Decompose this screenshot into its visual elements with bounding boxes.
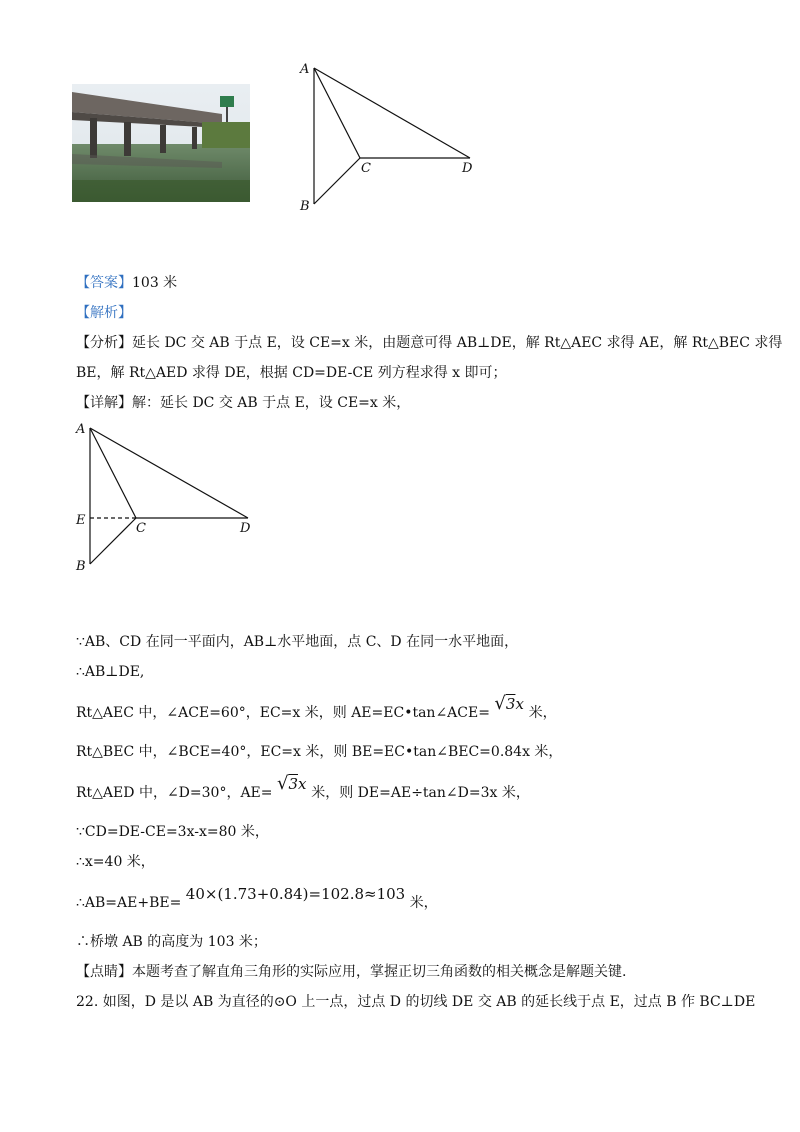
segment-ad xyxy=(90,428,248,518)
step-7: ∴x=40 米， xyxy=(76,854,155,870)
question-22: 22. 如图，D 是以 AB 为直径的⊙O 上一点，过点 D 的切线 DE 交 AB 的延长线于点 E，过点 B 作 BC⊥DE xyxy=(76,994,756,1010)
sqrt-3x-formula: √3x xyxy=(494,693,524,714)
sqrt-radicand: 3 xyxy=(505,695,516,713)
label-d: D xyxy=(462,161,473,176)
step-6: ∵CD=DE-CE=3x-x=80 米， xyxy=(76,824,269,840)
label-a: A xyxy=(300,62,310,77)
segment-bc xyxy=(314,158,360,204)
fenxi-line-1 xyxy=(76,333,782,353)
step-3 xyxy=(76,693,557,723)
xiangjie-line xyxy=(76,393,410,413)
step-3-text: Rt△AEC 中，∠ACE=60°，EC=x 米，则 AE=EC•tan∠ACE= xyxy=(76,705,490,721)
step-5-rest: 米，则 DE=AE÷tan∠D=3x 米， xyxy=(311,785,530,801)
fenxi-text-1: 延长 DC 交 AB 于点 E，设 CE=x 米，由题意可得 AB⊥DE，解 Rt△AEC 求得 AE，解 Rt△BEC 求得 xyxy=(132,335,783,351)
step-9: ∴桥墩 AB 的高度为 103 米； xyxy=(76,934,267,950)
sqrt-var: x xyxy=(515,695,524,713)
step-8-unit: 米， xyxy=(409,895,438,911)
ab-calc-formula: 40×(1.73+0.84)=102.8≈103 xyxy=(185,885,406,903)
label-d: D xyxy=(240,521,251,536)
xiangjie-tag: 【详解】 xyxy=(76,395,132,411)
step-4: Rt△BEC 中，∠BCE=40°，EC=x 米，则 BE=EC•tan∠BEC=0.84x 米， xyxy=(76,744,563,760)
sqrt-var-2: x xyxy=(297,775,307,793)
answer-line xyxy=(76,273,177,293)
label-c: C xyxy=(361,161,371,176)
step-1: ∵AB、CD 在同一平面内，AB⊥水平地面，点 C、D 在同一水平地面， xyxy=(76,634,519,650)
figure-2-triangle xyxy=(70,418,270,578)
label-c: C xyxy=(136,521,146,536)
analysis-tag: 【解析】 xyxy=(76,305,132,321)
fenxi-line-2: BE，解 Rt△AED 求得 DE，根据 CD=DE-CE 列方程求得 x 即可； xyxy=(76,365,507,381)
dianjing-text: 本题考查了解直角三角形的实际应用，掌握正切三角函数的相关概念是解题关键. xyxy=(132,964,627,980)
segment-bc xyxy=(90,518,136,564)
dianjing-tag: 【点睛】 xyxy=(76,964,132,980)
label-b: B xyxy=(76,559,86,574)
answer-text: 103 米 xyxy=(132,275,178,291)
dianjing-line xyxy=(76,962,626,982)
step-2: ∴AB⊥DE, xyxy=(76,664,145,680)
label-e: E xyxy=(76,513,86,528)
step-5 xyxy=(76,773,530,803)
answer-tag: 【答案】 xyxy=(76,275,132,291)
label-a: A xyxy=(76,422,86,437)
figure-1-triangle xyxy=(296,58,486,218)
sqrt-radicand-2: 3 xyxy=(288,775,298,793)
step-5-text: Rt△AED 中，∠D=30°，AE= xyxy=(76,785,273,801)
fenxi-tag: 【分析】 xyxy=(76,335,132,351)
bridge-photo xyxy=(72,84,250,202)
label-b: B xyxy=(300,199,310,214)
step-3-unit: 米， xyxy=(528,705,557,721)
analysis-tag-line xyxy=(76,303,132,323)
step-8 xyxy=(76,885,438,913)
step-8-text: ∴AB=AE+BE= xyxy=(76,895,182,911)
sqrt-3x-formula-2: √3x xyxy=(276,773,307,794)
xiangjie-text: 解：延长 DC 交 AB 于点 E，设 CE=x 米， xyxy=(132,395,411,411)
